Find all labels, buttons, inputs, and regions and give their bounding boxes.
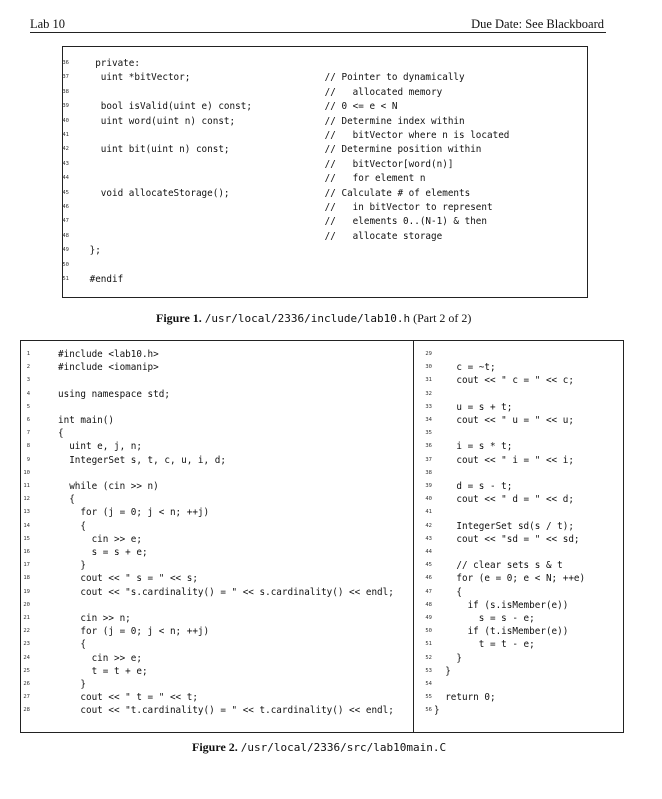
figure2-column-divider bbox=[413, 341, 414, 732]
code-line: cin >> e; bbox=[58, 533, 142, 545]
figure1-caption bbox=[156, 311, 471, 326]
code-line: cout << "s.cardinality() = " << s.cardinality() << endl; bbox=[58, 586, 394, 598]
line-number: 37 bbox=[62, 74, 69, 81]
code-line: } bbox=[58, 560, 86, 572]
line-number: 14 bbox=[23, 522, 30, 529]
line-number: 49 bbox=[425, 615, 432, 621]
line-number: 34 bbox=[425, 417, 432, 423]
line-number: 30 bbox=[425, 364, 432, 371]
code-line: cout << " s = " << s; bbox=[58, 573, 198, 585]
code-line: { bbox=[434, 586, 462, 598]
code-line: for (j = 0; j < n; ++j) bbox=[58, 507, 210, 519]
code-line: cout << " u = " << u; bbox=[434, 415, 574, 426]
line-number: 41 bbox=[62, 132, 69, 138]
code-line: cout << " t = " << t; bbox=[58, 692, 198, 704]
line-number: 18 bbox=[23, 575, 30, 582]
code-line: c = ~t; bbox=[434, 362, 496, 374]
line-number: 16 bbox=[23, 549, 30, 555]
line-number: 5 bbox=[26, 403, 30, 410]
line-number: 12 bbox=[23, 496, 30, 503]
line-number: 51 bbox=[62, 276, 69, 282]
code-line: cout << " i = " << i; bbox=[434, 454, 574, 466]
code-line: // clear sets s & t bbox=[434, 560, 563, 572]
code-line: for (e = 0; e < N; ++e) bbox=[434, 573, 586, 585]
figure1-caption-suffix: (Part 2 of 2) bbox=[413, 311, 472, 325]
code-line: // allocated memory bbox=[84, 86, 443, 98]
line-number: 33 bbox=[425, 403, 432, 410]
line-number: 7 bbox=[26, 430, 30, 437]
line-number: 53 bbox=[425, 667, 432, 674]
line-number: 48 bbox=[425, 601, 432, 608]
line-number: 35 bbox=[425, 430, 432, 437]
code-line: uint e, j, n; bbox=[58, 441, 142, 453]
line-number: 26 bbox=[23, 681, 30, 687]
header-lab-title: Lab 10 bbox=[30, 17, 66, 31]
line-number: 50 bbox=[62, 261, 69, 268]
header-rule bbox=[30, 32, 606, 33]
line-number: 36 bbox=[425, 443, 432, 450]
line-number: 19 bbox=[23, 588, 30, 595]
code-line: // allocate storage bbox=[84, 230, 443, 242]
line-number: 40 bbox=[62, 117, 69, 124]
line-number: 45 bbox=[62, 189, 69, 196]
line-number: 43 bbox=[425, 535, 432, 542]
line-number: 28 bbox=[23, 707, 30, 714]
line-number: 1 bbox=[26, 351, 30, 357]
line-number: 9 bbox=[26, 456, 30, 463]
code-line: u = s + t; bbox=[434, 401, 513, 413]
code-line: // elements 0..(N-1) & then bbox=[84, 216, 487, 228]
code-line: uint bit(uint n) const; // Determine position within bbox=[84, 144, 482, 156]
code-line: // for element n bbox=[84, 173, 426, 185]
line-number: 11 bbox=[23, 483, 30, 489]
code-line: s = s - e; bbox=[434, 613, 535, 624]
code-line: for (j = 0; j < n; ++j) bbox=[58, 626, 210, 638]
code-line: t = t + e; bbox=[58, 665, 148, 677]
code-line: uint word(uint n) const; // Determine index within bbox=[84, 115, 465, 127]
code-line: i = s * t; bbox=[434, 441, 513, 453]
line-number: 39 bbox=[62, 103, 69, 110]
code-line: cin >> n; bbox=[58, 613, 131, 624]
line-number: 48 bbox=[62, 232, 69, 239]
line-number: 17 bbox=[23, 562, 30, 569]
line-number: 24 bbox=[23, 654, 30, 661]
line-number: 38 bbox=[62, 88, 69, 95]
line-number: 27 bbox=[23, 694, 30, 701]
code-line: }; bbox=[84, 245, 101, 257]
line-number: 56 bbox=[425, 707, 432, 714]
code-line: #include <lab10.h> bbox=[58, 349, 159, 360]
code-line: s = s + e; bbox=[58, 547, 148, 558]
line-number: 32 bbox=[425, 390, 432, 397]
line-number: 37 bbox=[425, 456, 432, 463]
line-number: 31 bbox=[425, 377, 432, 384]
figure2-code-box bbox=[20, 340, 624, 733]
code-line: // bitVector where n is located bbox=[84, 130, 510, 141]
code-line: int main() bbox=[58, 415, 114, 426]
line-number: 22 bbox=[23, 628, 30, 635]
code-line: void allocateStorage(); // Calculate # of elements bbox=[84, 187, 471, 199]
line-number: 8 bbox=[26, 443, 30, 450]
line-number: 47 bbox=[425, 588, 432, 595]
figure1-caption-path: /usr/local/2336/include/lab10.h bbox=[204, 312, 411, 325]
code-line: bool isValid(uint e) const; // 0 <= e < N bbox=[84, 101, 398, 113]
code-line: IntegerSet sd(s / t); bbox=[434, 520, 574, 532]
code-line: { bbox=[58, 520, 86, 532]
line-number: 55 bbox=[425, 694, 432, 701]
figure2-caption-label: Figure 2. bbox=[192, 740, 238, 754]
code-line: } bbox=[434, 665, 451, 677]
code-line: cout << "sd = " << sd; bbox=[434, 533, 580, 545]
line-number: 4 bbox=[26, 390, 30, 397]
line-number: 2 bbox=[26, 364, 30, 371]
line-number: 23 bbox=[23, 641, 30, 648]
line-number: 47 bbox=[62, 218, 69, 225]
line-number: 44 bbox=[425, 549, 432, 555]
code-line: if (s.isMember(e)) bbox=[434, 599, 569, 611]
code-line: cin >> e; bbox=[58, 652, 142, 664]
code-line: uint *bitVector; // Pointer to dynamically bbox=[84, 72, 465, 84]
code-line: cout << " d = " << d; bbox=[434, 494, 574, 506]
line-number: 50 bbox=[425, 628, 432, 635]
code-line: while (cin >> n) bbox=[58, 481, 159, 492]
code-line: #include <iomanip> bbox=[58, 362, 159, 374]
figure1-caption-label: Figure 1. bbox=[156, 311, 202, 325]
line-number: 49 bbox=[62, 247, 69, 254]
code-line: { bbox=[58, 639, 86, 651]
line-number: 6 bbox=[26, 417, 30, 423]
line-number: 42 bbox=[425, 522, 432, 529]
code-line: { bbox=[58, 494, 75, 506]
line-number: 13 bbox=[23, 509, 30, 516]
line-number: 45 bbox=[425, 562, 432, 569]
code-line: d = s - t; bbox=[434, 481, 513, 492]
line-number: 3 bbox=[26, 377, 30, 384]
code-line: private: bbox=[84, 58, 140, 69]
line-number: 21 bbox=[23, 615, 30, 621]
code-line: } bbox=[434, 652, 462, 664]
code-line: IntegerSet s, t, c, u, i, d; bbox=[58, 454, 226, 466]
line-number: 43 bbox=[62, 160, 69, 167]
line-number: 25 bbox=[23, 667, 30, 674]
line-number: 51 bbox=[425, 641, 432, 648]
code-line: cout << " c = " << c; bbox=[434, 375, 574, 387]
figure2-caption bbox=[192, 740, 446, 755]
line-number: 54 bbox=[425, 681, 432, 687]
code-line: { bbox=[58, 428, 64, 440]
figure1-code-box bbox=[62, 46, 588, 298]
line-number: 20 bbox=[23, 601, 30, 608]
line-number: 52 bbox=[425, 654, 432, 661]
line-number: 38 bbox=[425, 469, 432, 476]
line-number: 46 bbox=[62, 204, 69, 210]
code-line: #endif bbox=[84, 274, 124, 285]
line-number: 29 bbox=[425, 351, 432, 357]
code-line: // bitVector[word(n)] bbox=[84, 158, 454, 170]
line-number: 46 bbox=[425, 575, 432, 582]
line-number: 39 bbox=[425, 483, 432, 489]
line-number: 15 bbox=[23, 535, 30, 542]
code-line: // in bitVector to represent bbox=[84, 202, 493, 213]
line-number: 44 bbox=[62, 175, 69, 182]
line-number: 42 bbox=[62, 146, 69, 153]
line-number: 41 bbox=[425, 509, 432, 516]
line-number: 10 bbox=[23, 469, 30, 476]
line-number: 40 bbox=[425, 496, 432, 503]
line-number: 36 bbox=[62, 60, 69, 66]
code-line: } bbox=[434, 705, 440, 717]
code-line: t = t - e; bbox=[434, 639, 535, 651]
header-due-date: Due Date: See Blackboard bbox=[471, 17, 604, 31]
code-line: return 0; bbox=[434, 692, 496, 704]
code-line: } bbox=[58, 679, 86, 690]
code-line: cout << "t.cardinality() = " << t.cardinality() << endl; bbox=[58, 705, 394, 717]
figure2-caption-path: /usr/local/2336/src/lab10main.C bbox=[240, 741, 447, 754]
code-line: if (t.isMember(e)) bbox=[434, 626, 569, 638]
code-line: using namespace std; bbox=[58, 388, 170, 400]
